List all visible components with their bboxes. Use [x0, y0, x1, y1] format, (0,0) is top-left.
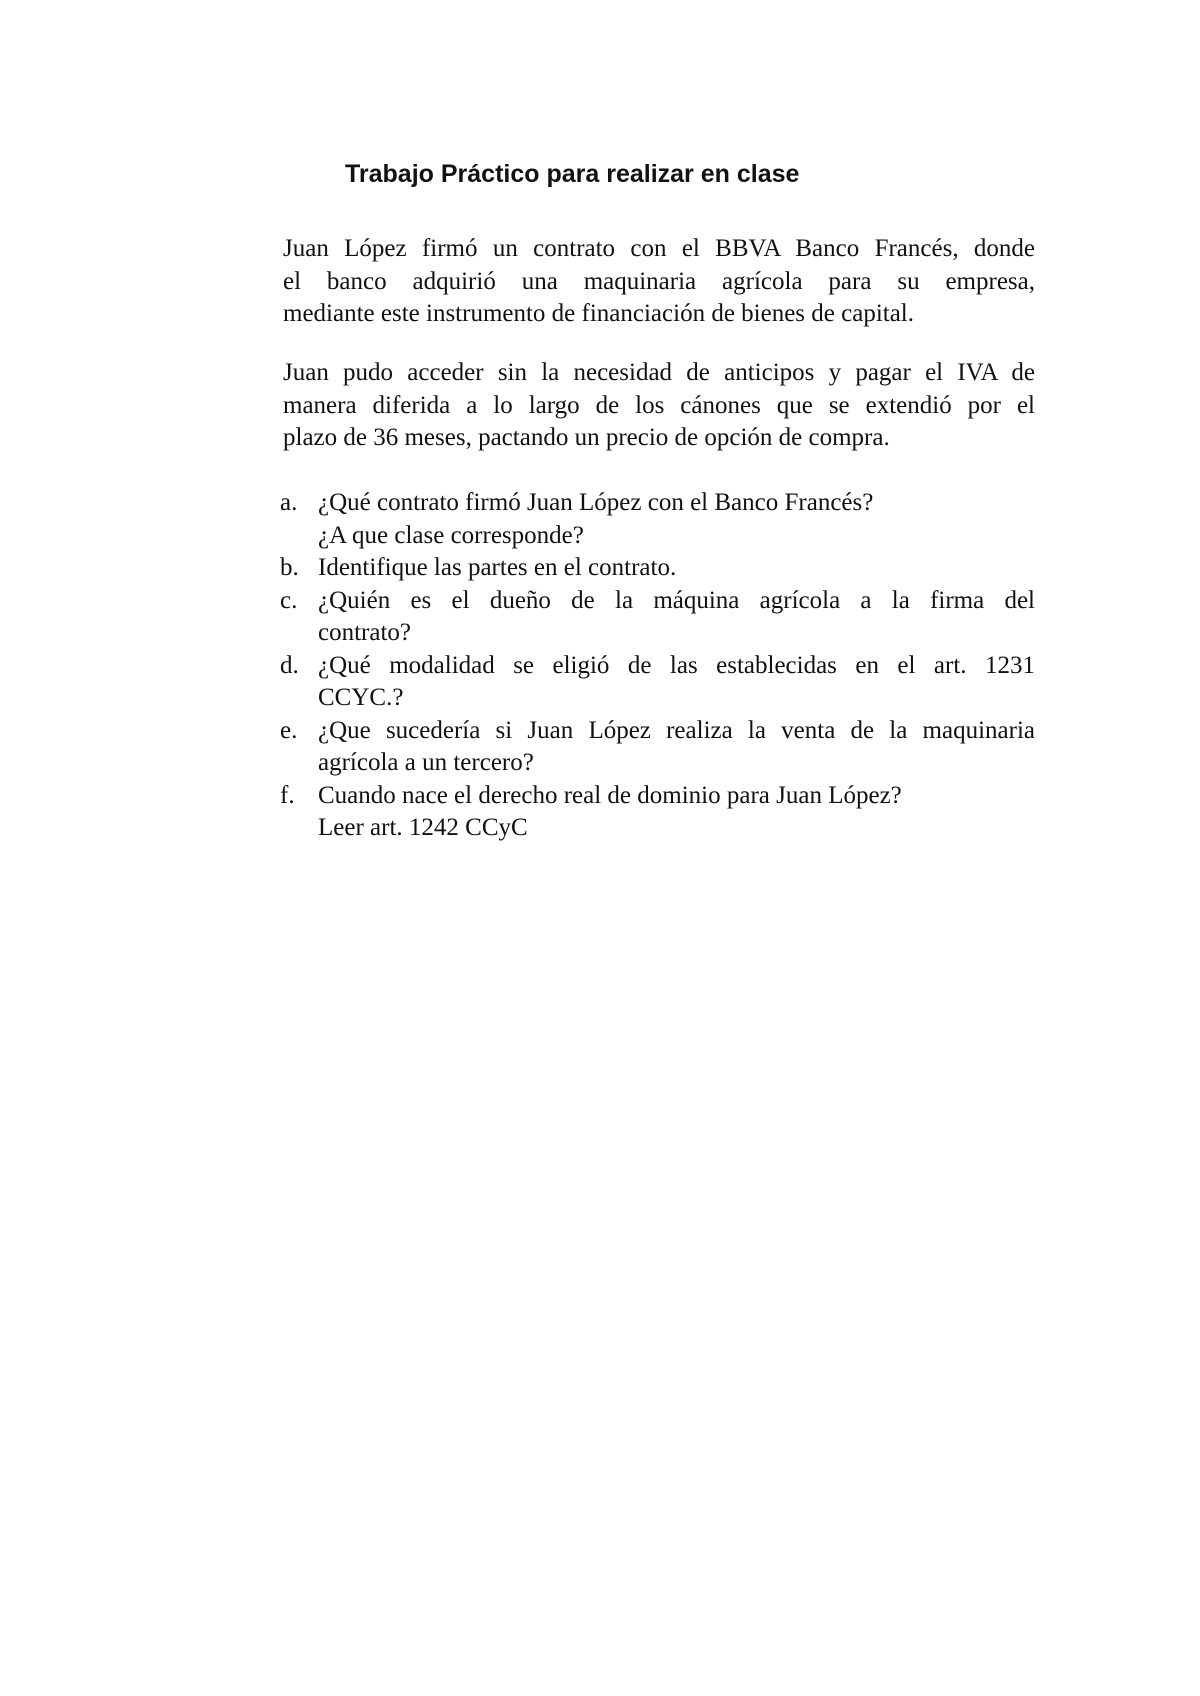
question-line: ¿A que clase corresponde?	[318, 521, 584, 549]
paragraph-line: el banco adquirió una maquinaria agrícola para su empresa,	[283, 267, 1035, 295]
paragraph-line: manera diferida a lo largo de los cánones que se extendió por el	[283, 391, 1035, 419]
paragraph-line: Juan López firmó un contrato con el BBVA Banco Francés, donde	[283, 235, 1035, 262]
paragraph-payment-terms	[283, 357, 1035, 455]
paragraph-line: plazo de 36 meses, pactando un precio de opción de compra.	[283, 424, 890, 451]
question-line: CCYC.?	[318, 684, 404, 711]
question-marker: c.	[280, 586, 298, 614]
paragraph-contract-description	[283, 233, 1035, 331]
question-marker: f.	[280, 781, 295, 809]
question-item-a	[280, 487, 1035, 552]
document-title: Trabajo Práctico para realizar en clase	[345, 160, 800, 188]
question-line: ¿Qué modalidad se eligió de las establecidas en el art. 1231	[318, 651, 1035, 679]
question-list	[280, 487, 1035, 845]
question-line: agrícola a un tercero?	[318, 749, 534, 776]
question-line: contrato?	[318, 619, 412, 646]
question-marker: b.	[280, 554, 299, 581]
question-line: ¿Que sucedería si Juan López realiza la venta de la maquinaria	[318, 716, 1035, 744]
question-marker: e.	[280, 716, 298, 744]
question-line: ¿Qué contrato firmó Juan López con el Banco Francés?	[318, 489, 874, 516]
question-line: Cuando nace el derecho real de dominio para Juan López?	[318, 781, 902, 809]
question-item-b	[280, 552, 1035, 585]
question-item-d	[280, 650, 1035, 715]
question-item-c	[280, 585, 1035, 650]
question-line: ¿Quién es el dueño de la máquina agrícola a la firma del	[318, 586, 1035, 614]
question-marker: d.	[280, 651, 299, 679]
question-line: Leer art. 1242 CCyC	[318, 814, 528, 841]
question-item-f	[280, 780, 1035, 845]
question-line: Identifique las partes en el contrato.	[318, 554, 677, 581]
paragraph-line: mediante este instrumento de financiación de bienes de capital.	[283, 300, 915, 327]
question-item-e	[280, 715, 1035, 780]
paragraph-line: Juan pudo acceder sin la necesidad de anticipos y pagar el IVA de	[283, 359, 1035, 386]
question-marker: a.	[280, 489, 298, 516]
